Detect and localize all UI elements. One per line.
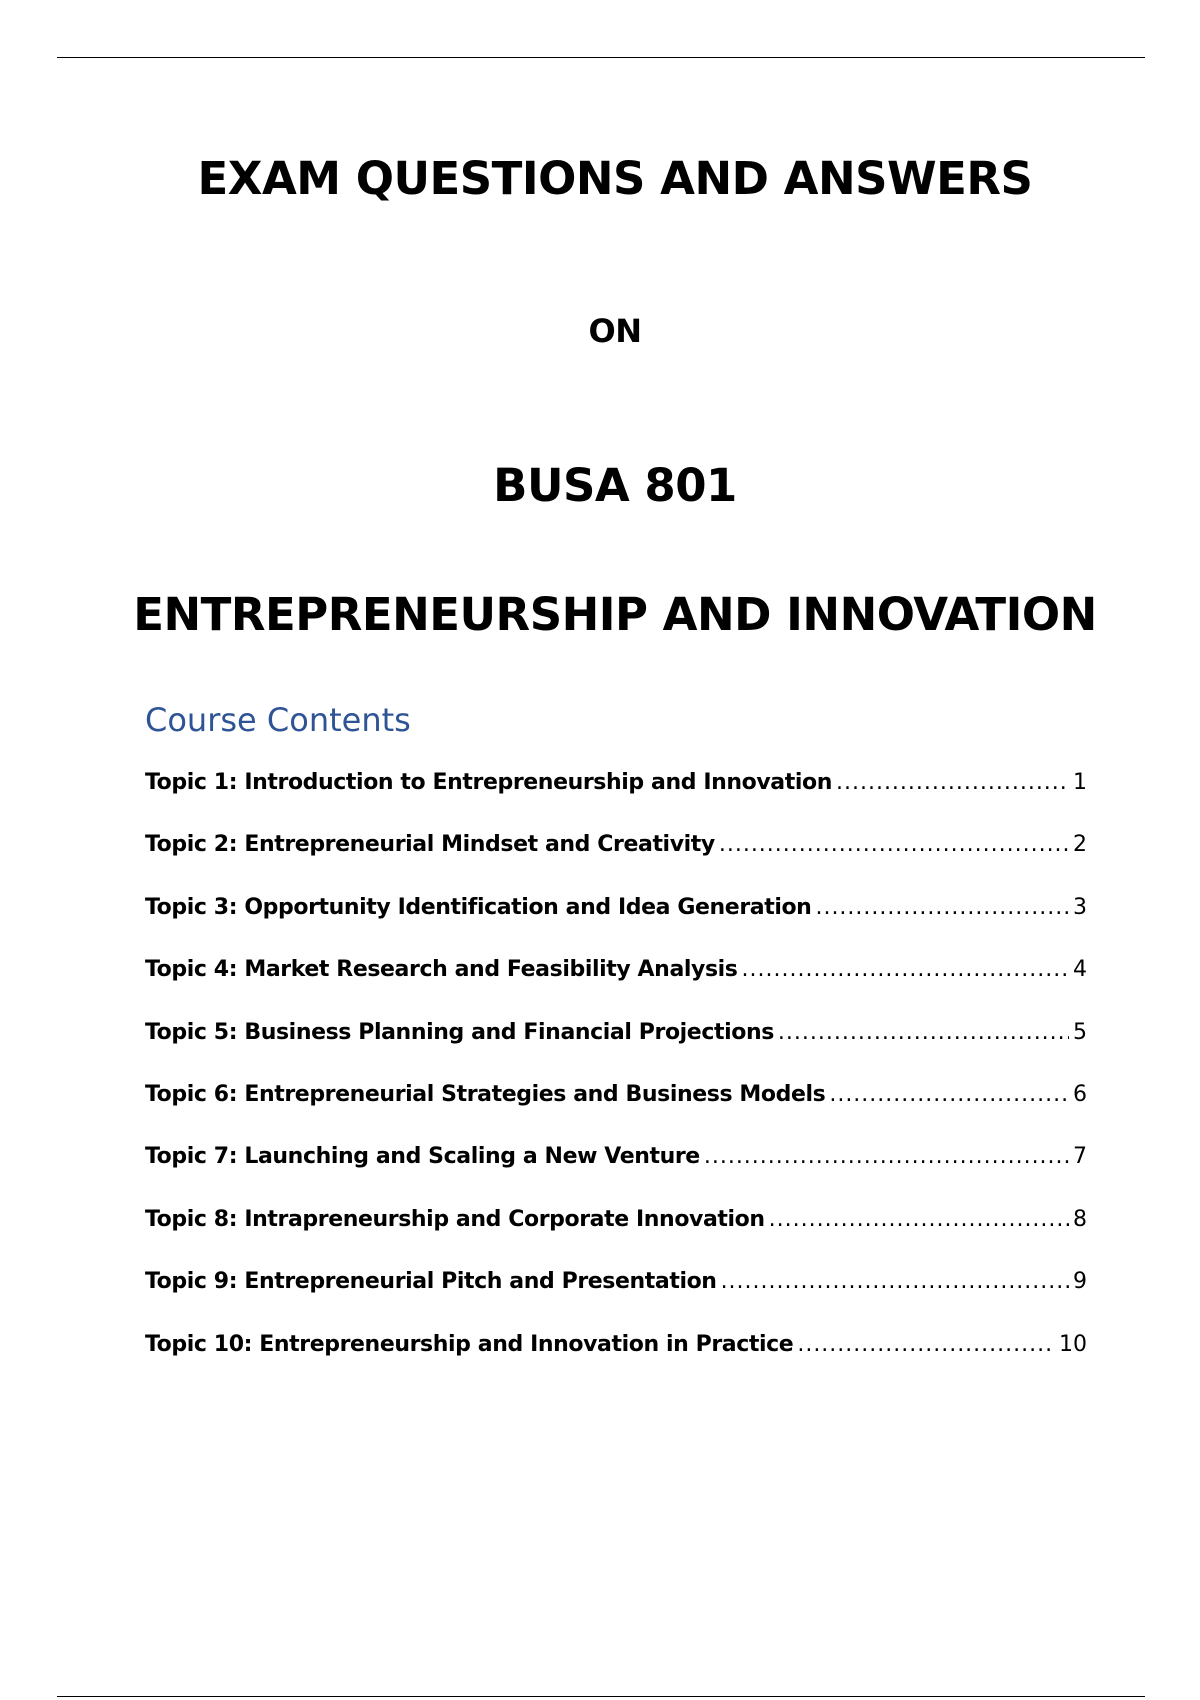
toc-item-topic-1[interactable] bbox=[145, 770, 1087, 832]
toc-item-topic-10[interactable] bbox=[145, 1332, 1087, 1394]
toc-item-topic-4[interactable] bbox=[145, 957, 1087, 1019]
toc-item-label: Topic 2: Entrepreneurial Mindset and Creativity bbox=[145, 832, 715, 858]
course-code: BUSA 801 bbox=[493, 459, 737, 512]
toc-dot-leader bbox=[836, 770, 1069, 795]
toc-dot-leader bbox=[721, 1269, 1069, 1294]
toc-item-label: Topic 5: Business Planning and Financial Projections bbox=[145, 1019, 774, 1045]
toc-page-number: 3 bbox=[1073, 894, 1087, 920]
toc-dot-leader bbox=[778, 1020, 1069, 1045]
toc-item-label: Topic 4: Market Research and Feasibility Analysis bbox=[145, 957, 738, 983]
toc-dot-leader bbox=[704, 1144, 1069, 1169]
toc-item-topic-6[interactable] bbox=[145, 1082, 1087, 1144]
toc-item-label: Topic 3: Opportunity Identification and Idea Generation bbox=[145, 894, 812, 920]
toc-page-number: 8 bbox=[1073, 1206, 1087, 1232]
toc-dot-leader bbox=[769, 1207, 1069, 1232]
toc-page-number: 6 bbox=[1073, 1081, 1087, 1107]
toc-item-label: Topic 8: Intrapreneurship and Corporate Innovation bbox=[145, 1206, 765, 1232]
toc-dot-leader bbox=[742, 957, 1069, 982]
toc-item-topic-2[interactable] bbox=[145, 832, 1087, 894]
toc-item-label: Topic 10: Entrepreneurship and Innovation in Practice bbox=[145, 1331, 794, 1357]
table-of-contents bbox=[145, 770, 1087, 1394]
toc-dot-leader bbox=[797, 1332, 1055, 1357]
toc-item-topic-7[interactable] bbox=[145, 1144, 1087, 1206]
header-rule bbox=[57, 57, 1145, 58]
toc-item-label: Topic 6: Entrepreneurial Strategies and Business Models bbox=[145, 1081, 826, 1107]
toc-dot-leader bbox=[829, 1082, 1069, 1107]
toc-page-number: 5 bbox=[1073, 1019, 1087, 1045]
toc-page-number: 4 bbox=[1073, 957, 1087, 983]
toc-dot-leader bbox=[719, 832, 1069, 857]
toc-heading: Course Contents bbox=[145, 701, 411, 739]
toc-page-number: 7 bbox=[1073, 1144, 1087, 1170]
toc-page-number: 2 bbox=[1073, 832, 1087, 858]
footer-rule bbox=[57, 1696, 1145, 1697]
toc-dot-leader bbox=[815, 895, 1069, 920]
toc-item-label: Topic 7: Launching and Scaling a New Venture bbox=[145, 1144, 700, 1170]
document-subtitle-on: ON bbox=[588, 312, 642, 350]
course-title: ENTREPRENEURSHIP AND INNOVATION bbox=[133, 588, 1097, 641]
toc-item-topic-8[interactable] bbox=[145, 1207, 1087, 1269]
toc-page-number: 10 bbox=[1059, 1331, 1087, 1357]
toc-item-label: Topic 9: Entrepreneurial Pitch and Presentation bbox=[145, 1269, 717, 1295]
toc-item-label: Topic 1: Introduction to Entrepreneurship and Innovation bbox=[145, 770, 832, 795]
document-title: EXAM QUESTIONS AND ANSWERS bbox=[197, 152, 1033, 205]
toc-item-topic-9[interactable] bbox=[145, 1269, 1087, 1331]
toc-page-number: 9 bbox=[1073, 1269, 1087, 1295]
toc-page-number: 1 bbox=[1073, 770, 1087, 795]
toc-item-topic-3[interactable] bbox=[145, 895, 1087, 957]
toc-item-topic-5[interactable] bbox=[145, 1020, 1087, 1082]
